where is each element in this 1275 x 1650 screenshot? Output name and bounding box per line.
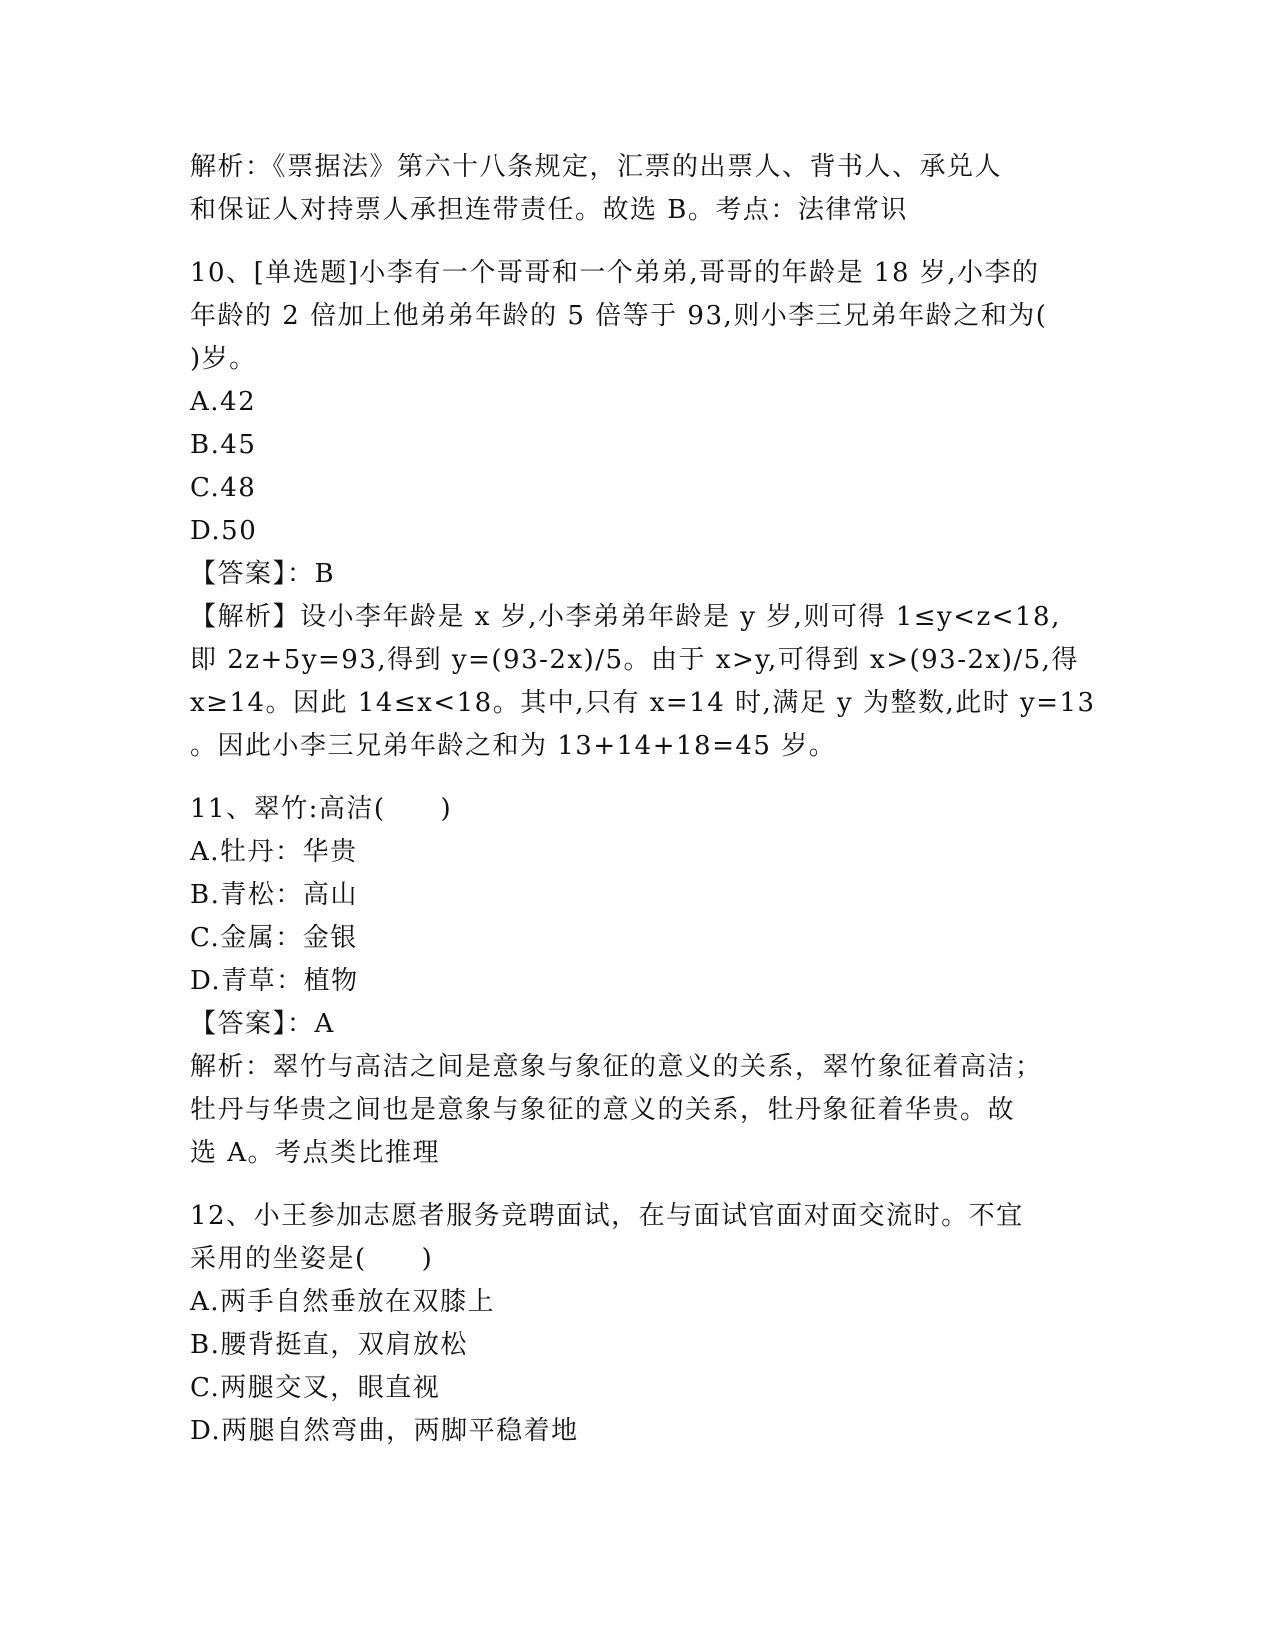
q10-option-a: A.42 [190,387,257,417]
q12-option-a: A.两手自然垂放在双膝上 [190,1287,496,1317]
q11-option-c: C.金属：金银 [190,923,358,953]
document-page [190,146,1096,1453]
q11-option-b: B.青松：高山 [190,880,358,910]
question-11 [190,788,1070,1175]
q11-analysis-line-2: 牡丹与华贵之间也是意象与象征的意义的关系，牡丹象征着华贵。故 [190,1095,1016,1125]
q10-stem-line-3: )岁。 [190,344,257,374]
q10-analysis-line-1: 【解析】设小李年龄是 x 岁,小李弟弟年龄是 y 岁,则可得 1≤y<z<18, [190,602,1061,632]
q10-stem-line-2: 年龄的 2 倍加上他弟弟年龄的 5 倍等于 93,则小李三兄弟年龄之和为( [190,301,1048,331]
q12-option-d: D.两腿自然弯曲，两脚平稳着地 [190,1416,579,1446]
q10-analysis-line-2: 即 2z+5y=93,得到 y=(93-2x)/5。由于 x>y,可得到 x>(93-2x)/5,得 [190,645,1079,675]
q12-option-c: C.两腿交叉，眼直视 [190,1373,441,1403]
question-10 [190,252,1096,768]
q10-option-d: D.50 [190,516,258,546]
q12-stem-line-2: 采用的坐姿是( ) [190,1244,434,1274]
q9-analysis-line-1: 解析：《票据法》第六十八条规定，汇票的出票人、背书人、承兑人 [190,152,1003,182]
q11-analysis-line-1: 解析：翠竹与高洁之间是意象与象征的意义的关系，翠竹象征着高洁； [190,1052,1043,1082]
q9-analysis-line-2: 和保证人对持票人承担连带责任。故选 B。考点：法律常识 [190,195,908,225]
q12-stem-line-1: 12、小王参加志愿者服务竞聘面试，在与面试官面对面交流时。不宜 [190,1201,1024,1231]
q11-option-d: D.青草：植物 [190,966,359,996]
q10-option-c: C.48 [190,473,257,503]
q10-stem-line-1: 10、[单选题]小李有一个哥哥和一个弟弟,哥哥的年龄是 18 岁,小李的 [190,258,1040,288]
question-12 [190,1195,1070,1453]
q11-stem-line-1: 11、翠竹:高洁( ) [190,794,453,824]
q11-option-a: A.牡丹：华贵 [190,837,358,867]
q9-analysis [190,146,1070,232]
q10-option-b: B.45 [190,430,257,460]
q11-answer: 【答案】：A [190,1009,335,1039]
q10-answer: 【答案】：B [190,559,336,589]
q11-analysis-line-3: 选 A。考点类比推理 [190,1138,441,1168]
q10-analysis-line-4: 。因此小李三兄弟年龄之和为 13+14+18=45 岁。 [190,731,837,761]
q10-analysis-line-3: x≥14。因此 14≤x<18。其中,只有 x=14 时,满足 y 为整数,此时 y=13 [190,688,1096,718]
q12-option-b: B.腰背挺直，双肩放松 [190,1330,468,1360]
